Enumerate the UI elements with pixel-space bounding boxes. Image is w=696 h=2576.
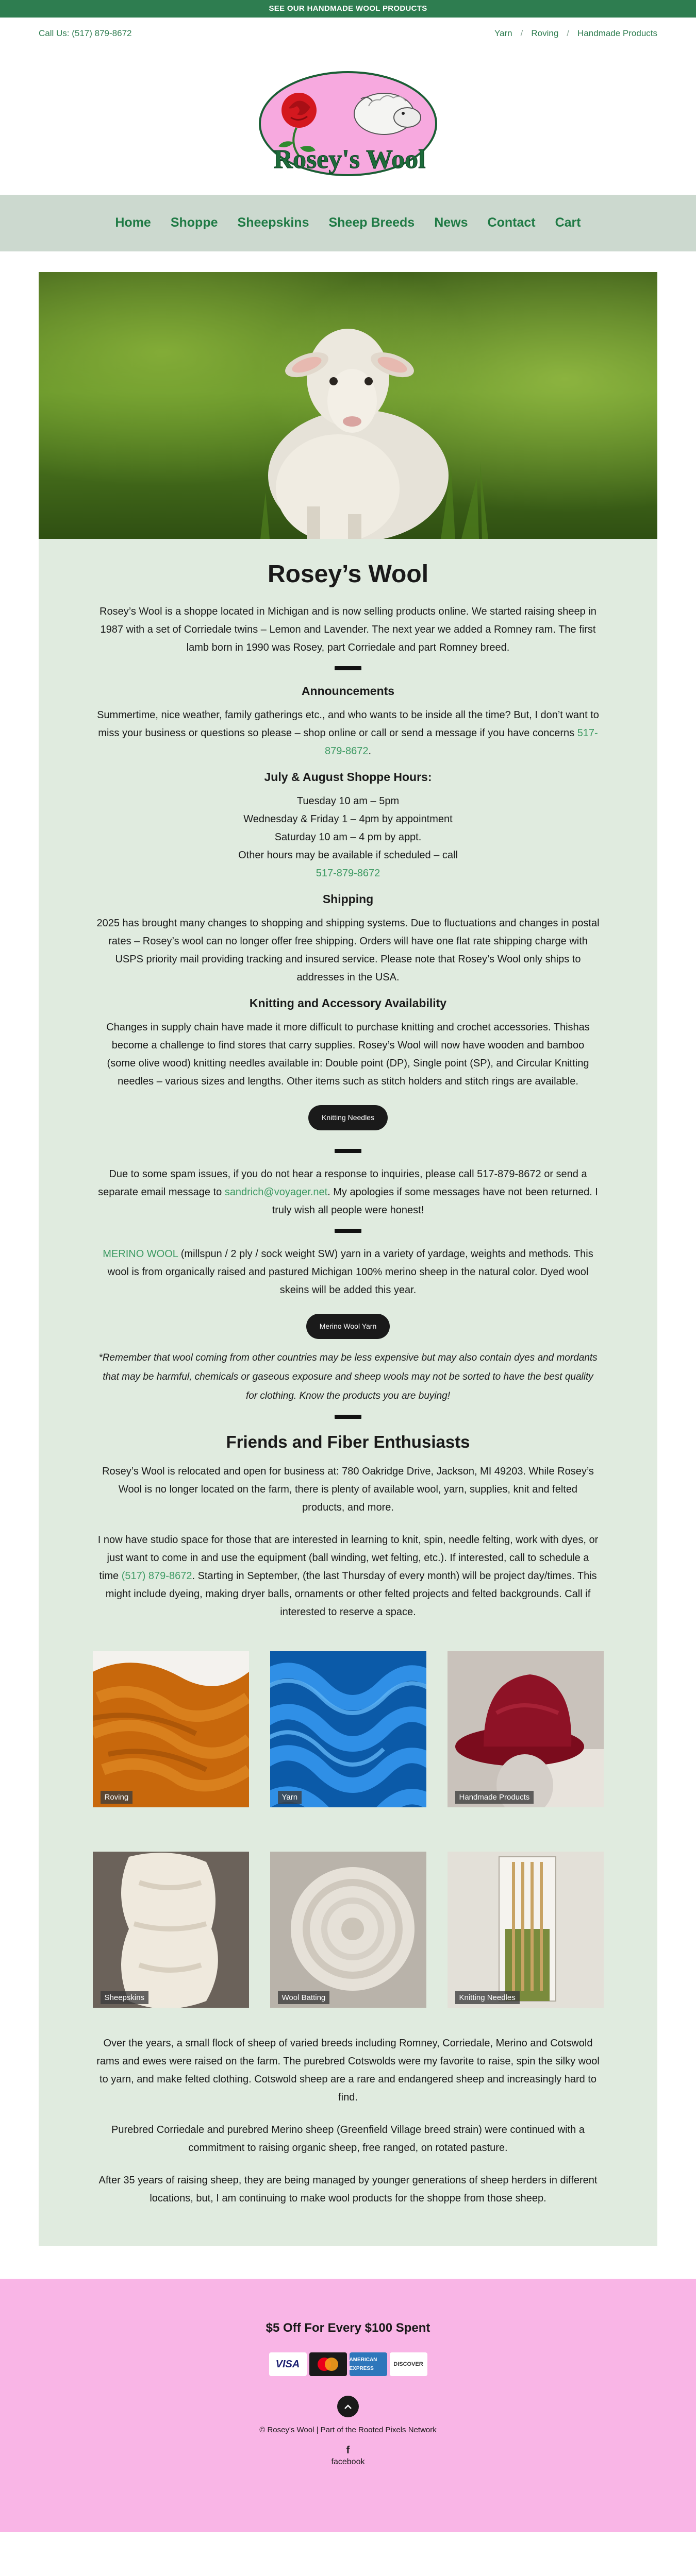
wool-batting-photo-icon xyxy=(270,1852,426,2008)
product-tile-knitting-needles[interactable] xyxy=(448,1852,604,2008)
hours-line-tuesday: Tuesday 10 am – 5pm xyxy=(296,795,400,807)
main-nav xyxy=(0,195,696,251)
hours-line-wed-fri: Wednesday & Friday 1 – 4pm by appointment xyxy=(243,813,453,825)
studio-phone-link[interactable]: (517) 879-8672 xyxy=(121,1570,192,1582)
studio-body-end: . Starting in September, (the last Thursday of every month) will be project day/times. This might include dyeing, making dryer balls, ornaments or other felted projects and felted backgrounds. Call if interested to reserve a space. xyxy=(105,1570,597,1618)
product-label-roving: Roving xyxy=(101,1791,133,1804)
site-logo[interactable] xyxy=(258,70,438,177)
spam-notice xyxy=(96,1165,600,1219)
site-footer xyxy=(0,2279,696,2532)
merino-text xyxy=(96,1245,600,1299)
blue-yarn-photo-icon xyxy=(270,1651,426,1807)
email-link[interactable]: sandrich@voyager.net xyxy=(224,1187,328,1198)
logo-text: Rosey's Wool xyxy=(273,145,426,174)
spam-text-end: . My apologies if some messages have not been returned. I truly wish all people were honest! xyxy=(272,1187,598,1216)
utility-links xyxy=(494,26,657,41)
divider xyxy=(335,666,361,670)
mastercard-icon xyxy=(309,2352,347,2376)
hero-lamb-image xyxy=(39,272,657,539)
hours-phone-link[interactable]: 517-879-8672 xyxy=(316,867,380,879)
announcements-text xyxy=(96,706,600,760)
facebook-icon: f xyxy=(346,2445,350,2456)
facebook-link[interactable] xyxy=(332,2444,365,2468)
product-label-wool-batting: Wool Batting xyxy=(278,1991,330,2004)
discover-card-icon: DISCOVER xyxy=(390,2352,427,2376)
knitting-needles-photo-icon xyxy=(448,1852,604,2008)
product-label-knitting-needles: Knitting Needles xyxy=(455,1991,520,2004)
utility-link-yarn[interactable]: Yarn xyxy=(494,28,512,39)
back-to-top-button[interactable] xyxy=(337,2396,359,2417)
facebook-label[interactable]: facebook xyxy=(331,2458,365,2467)
remember-note: *Remember that wool coming from other countries may be less expensive but may also contain dyes and mordants that may be harmful, chemicals or gaseous exposure and sheep wools may not be sorted to have the best quality for clothing. Know the products you are buying! xyxy=(98,1352,598,1402)
separator: / xyxy=(520,28,523,39)
knitting-heading: Knitting and Accessory Availability xyxy=(249,996,447,1010)
shipping-text: 2025 has brought many changes to shopping and shipping systems. Due to fluctuations and changes in postal rates – Rosey’s wool can no longer offer free shipping. Orders will have one flat rate shipping charge with USPS priority mail providing tracking and insured service. Please note that Rosey’s Wool only ships to addresses in the USA. xyxy=(96,918,600,984)
divider xyxy=(335,1229,361,1233)
separator: / xyxy=(567,28,570,39)
announcement-text[interactable]: SEE OUR HANDMADE WOOL PRODUCTS xyxy=(269,4,427,13)
copyright-text: © Rosey's Wool | Part of the Rooted Pixels Network xyxy=(259,2426,437,2435)
product-tile-roving[interactable] xyxy=(93,1651,249,1807)
hours-heading: July & August Shoppe Hours: xyxy=(264,770,432,784)
amex-card-icon: AMERICAN EXPRESS xyxy=(350,2352,387,2376)
product-tile-wool-batting[interactable] xyxy=(270,1852,426,2008)
history-section xyxy=(39,2035,657,2208)
nav-shoppe[interactable]: Shoppe xyxy=(170,215,218,230)
utility-bar xyxy=(0,18,696,49)
studio-body: I now have studio space for those that are interested in learning to knit, spin, needle felting, work with dyes, or just want to come in and use the equipment (ball winding, wet felting, etc.). If interested, call to schedule a time xyxy=(97,1534,599,1582)
announcements-end: . xyxy=(368,745,372,757)
hours-other-text: Other hours may be available if scheduled – call xyxy=(238,849,458,861)
nav-cart[interactable]: Cart xyxy=(555,215,581,230)
intro-section xyxy=(39,560,657,1621)
logo-area xyxy=(0,49,696,195)
history-text-1: Over the years, a small flock of sheep of varied breeds including Romney, Corriedale, Merino and Cotswold rams and ewes were raised on the farm. The purebred Cotswolds were my favorite to raise, spin the silky wool to yarn, and make felted clothing. Cotswold sheep are a rare and endangered sheep and increasingly hard to find. xyxy=(96,2037,600,2103)
phone-link[interactable]: Call Us: (517) 879-8672 xyxy=(39,28,132,39)
product-label-sheepskins: Sheepskins xyxy=(101,1991,149,2004)
sheepskin-photo-icon xyxy=(93,1852,249,2008)
red-felt-hat-photo-icon xyxy=(448,1651,604,1807)
nav-sheepskins[interactable]: Sheepskins xyxy=(237,215,309,230)
visa-card-icon: VISA xyxy=(269,2352,307,2376)
nav-news[interactable]: News xyxy=(434,215,468,230)
page-title: Rosey’s Wool xyxy=(267,561,429,588)
product-label-yarn: Yarn xyxy=(278,1791,302,1804)
utility-link-handmade[interactable]: Handmade Products xyxy=(577,28,657,39)
studio-text xyxy=(96,1531,600,1621)
product-tile-handmade[interactable] xyxy=(448,1651,604,1807)
merino-wool-yarn-button[interactable]: Merino Wool Yarn xyxy=(306,1314,390,1339)
merino-wool-link[interactable]: MERINO WOOL xyxy=(103,1248,178,1260)
nav-contact[interactable]: Contact xyxy=(487,215,536,230)
promo-text: $5 Off For Every $100 Spent xyxy=(266,2320,430,2335)
friends-text: Rosey’s Wool is relocated and open for business at: 780 Oakridge Drive, Jackson, MI 49203. While Rosey’s Wool is no longer located on the farm, there is plenty of available wool, yarn, supplies, knit and felted products, and more. xyxy=(102,1465,594,1513)
announcements-heading: Announcements xyxy=(301,684,395,698)
product-label-handmade: Handmade Products xyxy=(455,1791,534,1804)
announcement-bar[interactable] xyxy=(0,0,696,18)
history-text-3: After 35 years of raising sheep, they are being managed by younger generations of sheep herders in different locations, but, I am continuing to make wool products for the shoppe from those sheep. xyxy=(98,2174,598,2204)
hours-list xyxy=(96,792,600,883)
nav-sheep-breeds[interactable]: Sheep Breeds xyxy=(328,215,415,230)
divider xyxy=(335,1415,361,1419)
orange-roving-photo-icon xyxy=(93,1651,249,1807)
main-content xyxy=(39,272,657,2246)
divider xyxy=(335,1149,361,1153)
hours-line-other xyxy=(96,846,600,883)
friends-heading: Friends and Fiber Enthusiasts xyxy=(226,1432,470,1452)
intro-text: Rosey’s Wool is a shoppe located in Michigan and is now selling products online. We started raising sheep in 1987 with a set of Corriedale twins – Lemon and Lavender. The next year we added a Romney ram. The first lamb born in 1990 was Rosey, part Corriedale and part Romney breed. xyxy=(100,605,596,653)
announcements-phone-link[interactable]: 517-879-8672 xyxy=(324,727,598,757)
knitting-text: Changes in supply chain have made it more difficult to purchase knitting and crochet accessories. Thishas become a challenge to find stores that carry supplies. Rosey’s Wool will now have wooden and bamboo (some olive wood) knitting needles available in: Double point (DP), Single point (SP), and Circular Knitting needles – various sizes and lengths. Other items such as stitch holders and stitch rings are available. xyxy=(106,1022,590,1088)
announcements-body: Summertime, nice weather, family gatherings etc., and who wants to be inside all the time? But, I don’t want to miss your business or questions so please – shop online or call or send a message if you have concerns xyxy=(97,709,599,739)
spam-text: Due to some spam issues, if you do not hear a response to inquiries, please call 517-879-8672 or send a separate email message to xyxy=(98,1168,587,1198)
utility-link-roving[interactable]: Roving xyxy=(531,28,559,39)
knitting-needles-button[interactable]: Knitting Needles xyxy=(308,1105,388,1130)
product-grid xyxy=(39,1651,657,2008)
product-tile-yarn[interactable] xyxy=(270,1651,426,1807)
hours-line-saturday: Saturday 10 am – 4 pm by appt. xyxy=(274,831,422,843)
payment-cards xyxy=(269,2352,427,2376)
chevron-up-icon xyxy=(344,2404,352,2409)
nav-home[interactable]: Home xyxy=(115,215,151,230)
merino-description: (millspun / 2 ply / sock weight SW) yarn in a variety of yardage, weights and methods. This wool is from organically raised and pastured Michigan 100% merino sheep in the natural color. Dyed wool skeins will be added this year. xyxy=(107,1248,593,1296)
product-tile-sheepskins[interactable] xyxy=(93,1852,249,2008)
history-text-2: Purebred Corriedale and purebred Merino sheep (Greenfield Village breed strain) were continued with a commitment to raising organic sheep, free ranged, on rotated pasture. xyxy=(111,2124,585,2154)
shipping-heading: Shipping xyxy=(322,892,374,906)
